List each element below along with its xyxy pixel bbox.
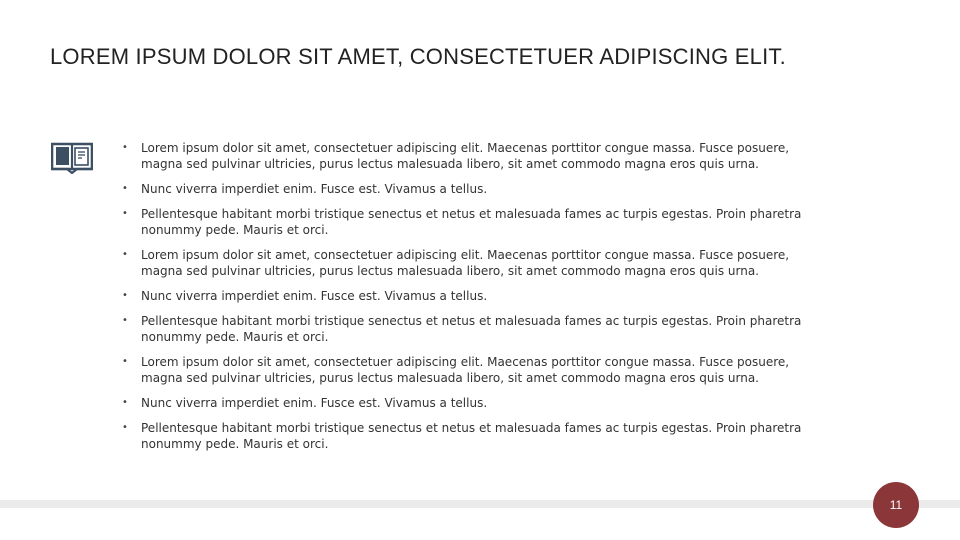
- bullet-item: • Pellentesque habitant morbi tristique senectus et netus et malesuada fames ac turpis egestas. Proin pharetra nonummy pede. Mauris et orci.: [122, 420, 802, 452]
- bullet-item: • Pellentesque habitant morbi tristique senectus et netus et malesuada fames ac turpis egestas. Proin pharetra nonummy pede. Mauris et orci.: [122, 313, 802, 345]
- bullet-item: • Pellentesque habitant morbi tristique senectus et netus et malesuada fames ac turpis egestas. Proin pharetra nonummy pede. Mauris et orci.: [122, 206, 802, 238]
- bullet-list: [122, 140, 802, 461]
- bullet-item: • Lorem ipsum dolor sit amet, consectetuer adipiscing elit. Maecenas porttitor congue massa. Fusce posuere, magna sed pulvinar ultricies, purus lectus malesuada libero, sit amet commodo magna eros quis urna.: [122, 140, 802, 172]
- page-number-badge: 11: [873, 482, 919, 528]
- bullet-item: • Nunc viverra imperdiet enim. Fusce est. Vivamus a tellus.: [122, 181, 802, 197]
- bullet-item: • Nunc viverra imperdiet enim. Fusce est. Vivamus a tellus.: [122, 288, 802, 304]
- slide-title: LOREM IPSUM DOLOR SIT AMET, CONSECTETUER ADIPISCING ELIT.: [50, 44, 786, 69]
- bullet-item: • Nunc viverra imperdiet enim. Fusce est. Vivamus a tellus.: [122, 395, 802, 411]
- bullet-item: • Lorem ipsum dolor sit amet, consectetuer adipiscing elit. Maecenas porttitor congue massa. Fusce posuere, magna sed pulvinar ultricies, purus lectus malesuada libero, sit amet commodo magna eros quis urna.: [122, 247, 802, 279]
- bullet-item: • Lorem ipsum dolor sit amet, consectetuer adipiscing elit. Maecenas porttitor congue massa. Fusce posuere, magna sed pulvinar ultricies, purus lectus malesuada libero, sit amet commodo magna eros quis urna.: [122, 354, 802, 386]
- footer-bar: [0, 500, 960, 508]
- open-book-icon: [51, 142, 93, 174]
